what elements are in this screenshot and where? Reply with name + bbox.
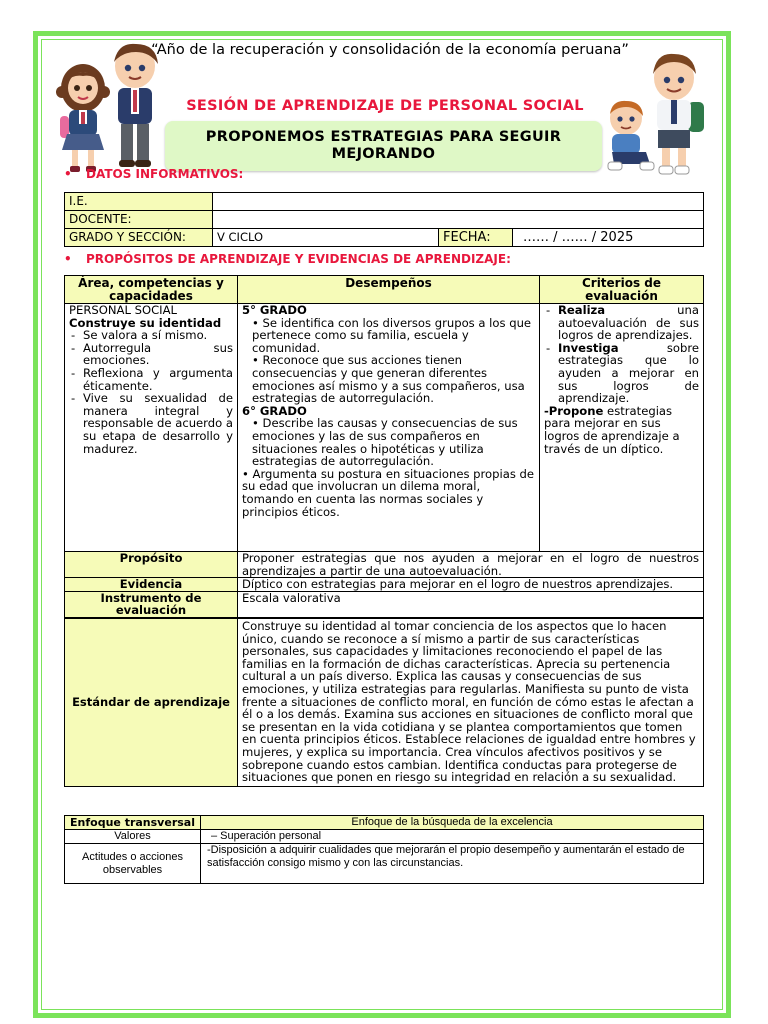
table-row [65,591,704,617]
instrumento-label: Instrumento de evaluación [65,591,238,617]
datos-table [64,192,704,247]
section-heading-datos: • DATOS INFORMATIVOS: [64,167,244,181]
criterio-text: estrategias para mejorar en sus logros de aprendizaje a través de un díptico. [544,403,680,456]
list-item: - Reflexiona y argumenta éticamente. [83,367,233,392]
list-item: - Autorregula sus emociones. [83,342,233,367]
criterio-verb: Investiga [558,340,619,355]
motto: “Año de la recuperación y consolidación de la economía peruana” [151,42,629,58]
table-row [65,304,704,552]
propositos-table [64,275,704,618]
column-header-area: Área, competencias y capacidades [65,276,238,304]
capacidades-list [69,329,233,455]
propositos-heading: PROPÓSITOS DE APRENDIZAJE Y EVIDENCIAS DE APRENDIZAJE: [86,252,511,266]
grado6-heading: 6° GRADO [242,403,307,418]
list-item [558,304,699,342]
enfoque-label: Enfoque transversal [65,816,201,830]
estandar-text: Construye su identidad al tomar conciencia de los aspectos que lo hacen único, cuando se reconoce a sí mismo a partir de sus características personales, sus capacidades y limitaciones reconociendo el papel de las familias en la formación de dichas características. Aprecia su pertenencia cultural a un país diverso. Explica las causas y consecuencias de sus emociones, y utiliza estrategias para regularlas. Manifiesta su punto de vista frente a situaciones de conflicto moral, en función de cómo estas le afectan a él o a los demás. Examina sus acciones en situaciones de conflicto moral que se presentan en la vida cotidiana y se plantea comportamientos que tomen en cuenta principios éticos. Establece relaciones de igualdad entre hombres y mujeres, y explica su importancia. Crea vínculos afectivos positivos y se sobrepone cuando estos cambian. Identifica conductas para protegerse de situaciones que ponen en riesgo su integridad en relación a su sexualidad. [238,619,704,787]
column-header-desempenos: Desempeños [238,276,540,304]
list-item: • Reconoce que sus acciones tienen consecuencias y que generan diferentes emociones así mismo y a sus compañeros, usa estrategias de autorregulación. [252,353,525,406]
criterios-cell [540,304,704,552]
table-row [65,830,704,844]
area-name: PERSONAL SOCIAL [69,303,177,317]
table-row [65,229,704,247]
grado-value: V CICLO [213,229,439,247]
list-item: - Se valora a sí mismo. [83,329,233,342]
ie-label: I.E. [65,193,213,211]
list-item [558,342,699,405]
enfoque-table [64,815,704,884]
grado5-heading: 5° GRADO [242,303,307,317]
list-item: • Se identifica con los diversos grupos a los que pertenece como su familia, escuela y comunidad. [252,315,532,355]
table-row [65,619,704,787]
table-row [65,211,704,229]
valores-label: Valores [65,830,201,844]
criterio-verb: Realiza [558,303,606,317]
section-heading-propositos: • PROPÓSITOS DE APRENDIZAJE Y EVIDENCIAS DE APRENDIZAJE: [64,252,511,266]
proposito-label: Propósito [65,552,238,578]
actitudes-label: Actitudes o acciones observables [65,844,201,884]
grado-label: GRADO Y SECCIÓN: [65,229,213,247]
fecha-label: FECHA: [439,229,513,247]
ie-value [213,193,704,211]
list-item: • Argumenta su postura en situaciones propias de su edad que involucran un dilema moral, tomando en cuenta las normas sociales y principios éticos. [242,466,535,519]
criterio-verb: -Propone [544,403,604,418]
topic-title: PROPONEMOS ESTRATEGIAS PARA SEGUIR MEJORANDO [205,129,562,162]
actitudes-value: -Disposición a adquirir cualidades que mejorarán el propio desempeño y aumentarán el estado de satisfacción consigo mismo y con las circunstancias. [201,844,704,884]
desempenos-cell [238,304,540,552]
proposito-value: Proponer estrategias que nos ayuden a mejorar en el logro de nuestros aprendizajes a partir de una autoevaluación. [238,552,704,578]
competencia-name: Construye su identidad [69,315,222,330]
table-row [65,193,704,211]
list-item: - Vive su sexualidad de manera integral y responsable de acuerdo a su etapa de desarrollo y madurez. [83,392,233,455]
criterios-list [544,304,699,405]
list-item [544,405,699,455]
session-title: SESIÓN DE APRENDIZAJE DE PERSONAL SOCIAL [186,98,584,114]
criterio-text: una autoevaluación de sus logros de aprendizajes. [558,303,699,343]
evidencia-value: Díptico con estrategias para mejorar en el logro de nuestros aprendizajes. [238,578,704,592]
area-cell [65,304,238,552]
estandar-table [64,618,704,787]
table-row [65,844,704,884]
topic-title-box [165,121,602,171]
docente-value [213,211,704,229]
evidencia-label: Evidencia [65,578,238,592]
table-row [65,816,704,830]
enfoque-value: Enfoque de la búsqueda de la excelencia [201,816,704,830]
table-row [65,578,704,592]
table-row [65,552,704,578]
criterio-text: sobre estrategias que lo ayuden a mejorar en sus logros de aprendizaje. [558,340,699,406]
docente-label: DOCENTE: [65,211,213,229]
instrumento-value: Escala valorativa [238,591,704,617]
datos-heading: DATOS INFORMATIVOS: [86,167,244,181]
table-row [65,276,704,304]
estandar-label: Estándar de aprendizaje [65,619,238,787]
fecha-value: …… / …… / 2025 [513,229,704,247]
column-header-criterios: Criterios de evaluación [540,276,704,304]
valores-value: – Superación personal [201,830,704,844]
list-item: • Describe las causas y consecuencias de sus emociones y las de sus compañeros en situaciones reales o hipotéticas y utiliza estrategias de autorregulación. [252,416,518,469]
